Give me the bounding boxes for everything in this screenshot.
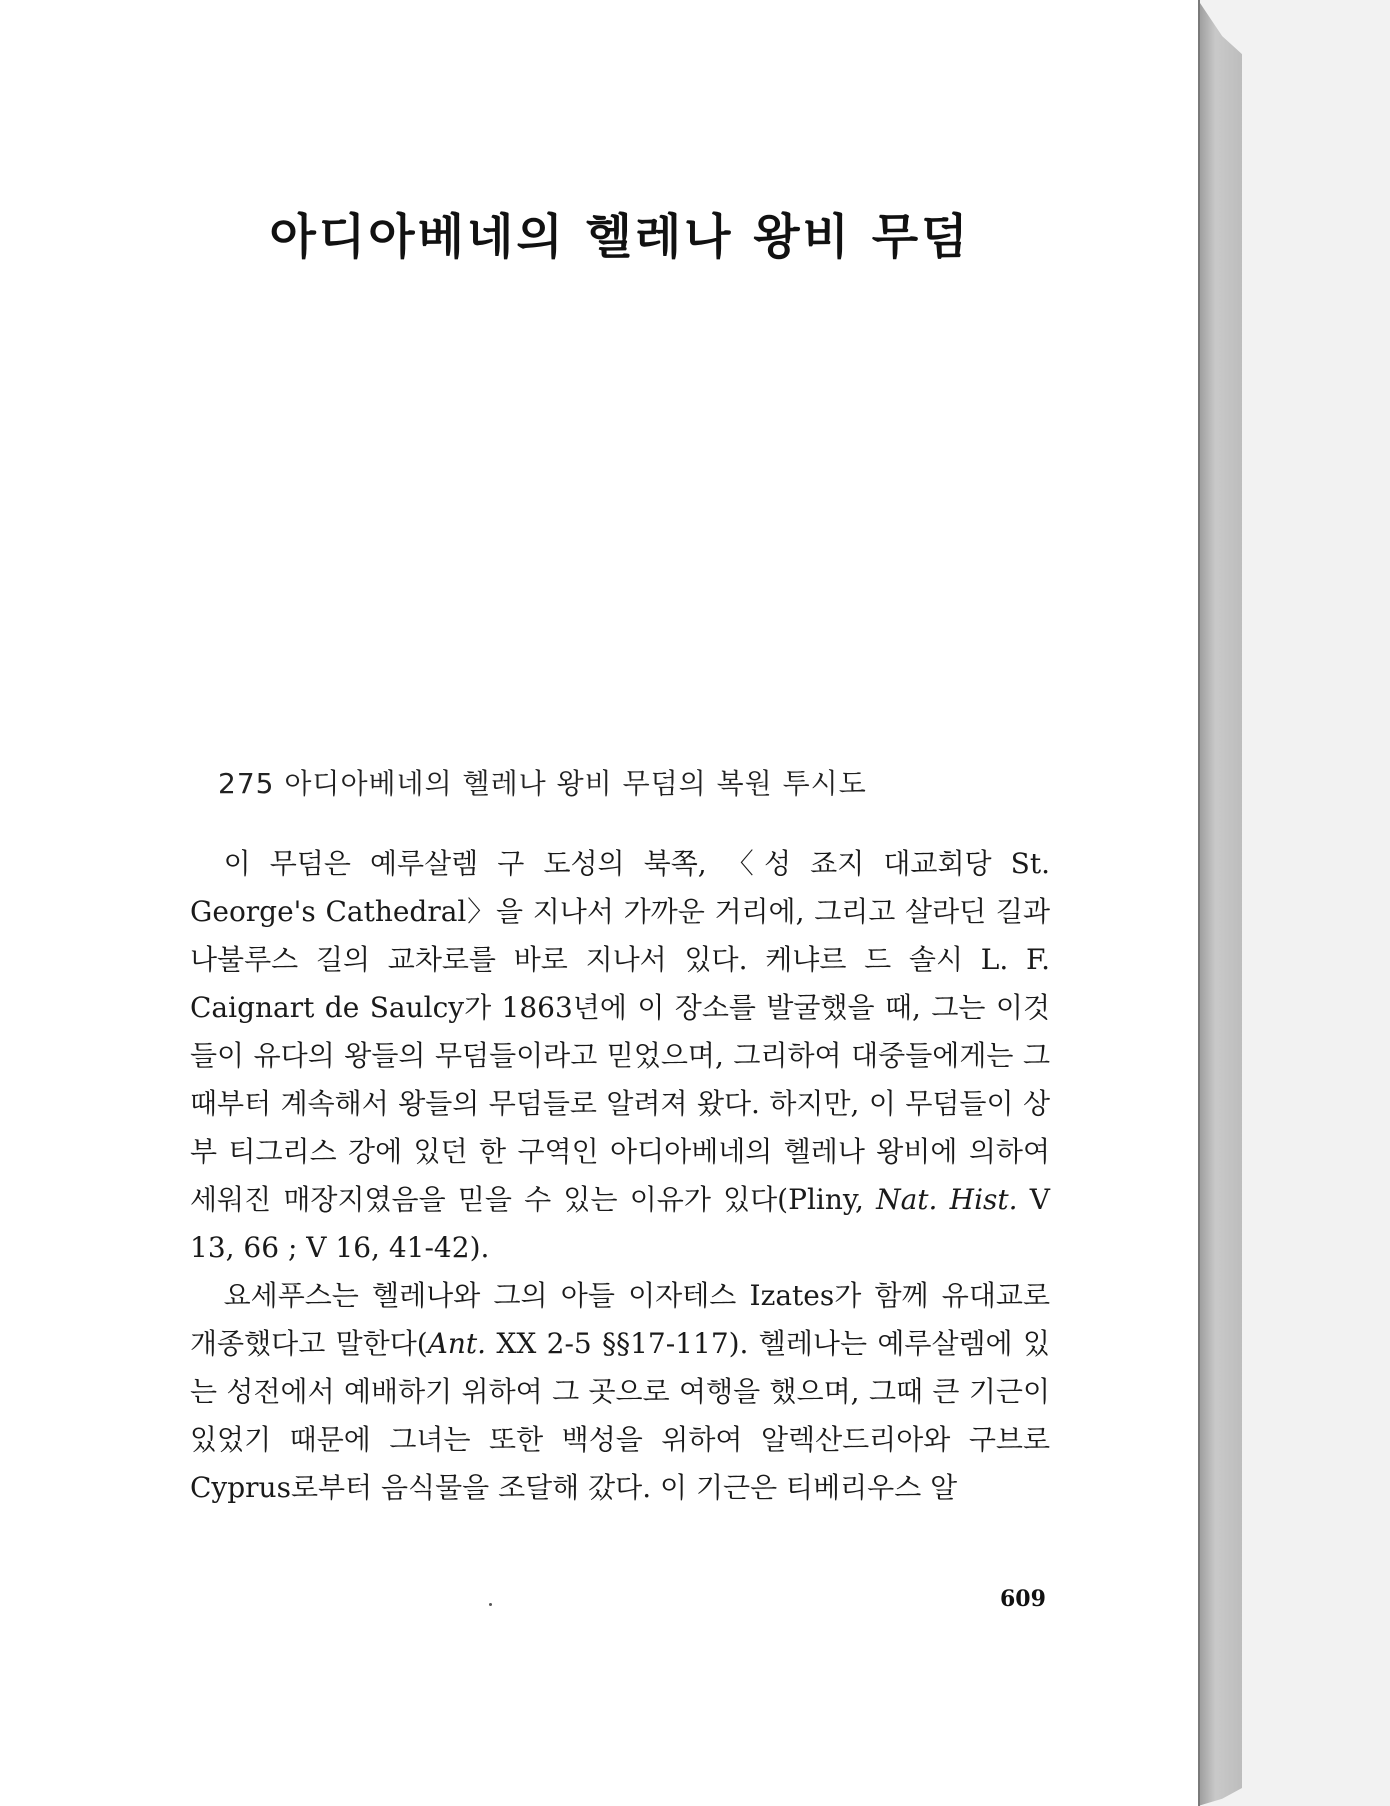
page-title: 아디아베네의 헬레나 왕비 무덤 xyxy=(269,209,971,265)
figure-caption: 275 아디아베네의 헬레나 왕비 무덤의 복원 투시도 xyxy=(218,767,867,800)
page-number: 609 xyxy=(1000,1586,1046,1612)
citation-italic: Nat. Hist. xyxy=(876,1183,1018,1216)
paragraph-text: XX 2-5 §§17-117). 헬레나는 예루살렘에 있는 성전에서 예배하기 위하여 그 곳으로 여행을 했으며, 그때 큰 기근이 있었기 때문에 그녀는 또한 백성을 위하여 알렉산드리아와 구브로 Cyprus로부터 음식물을 조달해 갔다. 이 기근은 티베리우스 알 xyxy=(190,1327,1050,1504)
paragraph xyxy=(190,1272,1050,1512)
body-text xyxy=(190,840,1050,1512)
paragraph-text: 요세푸스는 헬레나와 그의 아들 이자테스 Izates가 함께 유대교로 개종했다고 말한다( xyxy=(190,1279,1050,1360)
paragraph-text: 이 무덤은 예루살렘 구 도성의 북쪽, 〈성 죠지 대교회당 St. George's Cathedral〉을 지나서 가까운 거리에, 그리고 살라딘 길과 나불루스 길의 교차로를 바로 지나서 있다. 케냐르 드 솔시 L. F. Caignart de Saulcy가 1863년에 이 장소를 발굴했을 때, 그는 이것들이 유다의 왕들의 무덤들이라고 믿었으며, 그리하여 대중들에게는 그때부터 계속해서 왕들의 무덤들로 알려져 왔다. 하지만, 이 무덤들이 상부 티그리스 강에 있던 한 구역인 아디아베네의 헬레나 왕비에 의하여 세워진 매장지였음을 믿을 수 있는 이유가 있다(Pliny, xyxy=(190,847,1050,1216)
paragraph xyxy=(190,840,1050,1272)
page-edge-line xyxy=(1198,0,1245,1806)
citation-italic: Ant. xyxy=(427,1327,487,1360)
paragraph-text: V 13, 66 ; V 16, 41-42). xyxy=(190,1183,1050,1264)
scan-speck xyxy=(489,1603,492,1606)
